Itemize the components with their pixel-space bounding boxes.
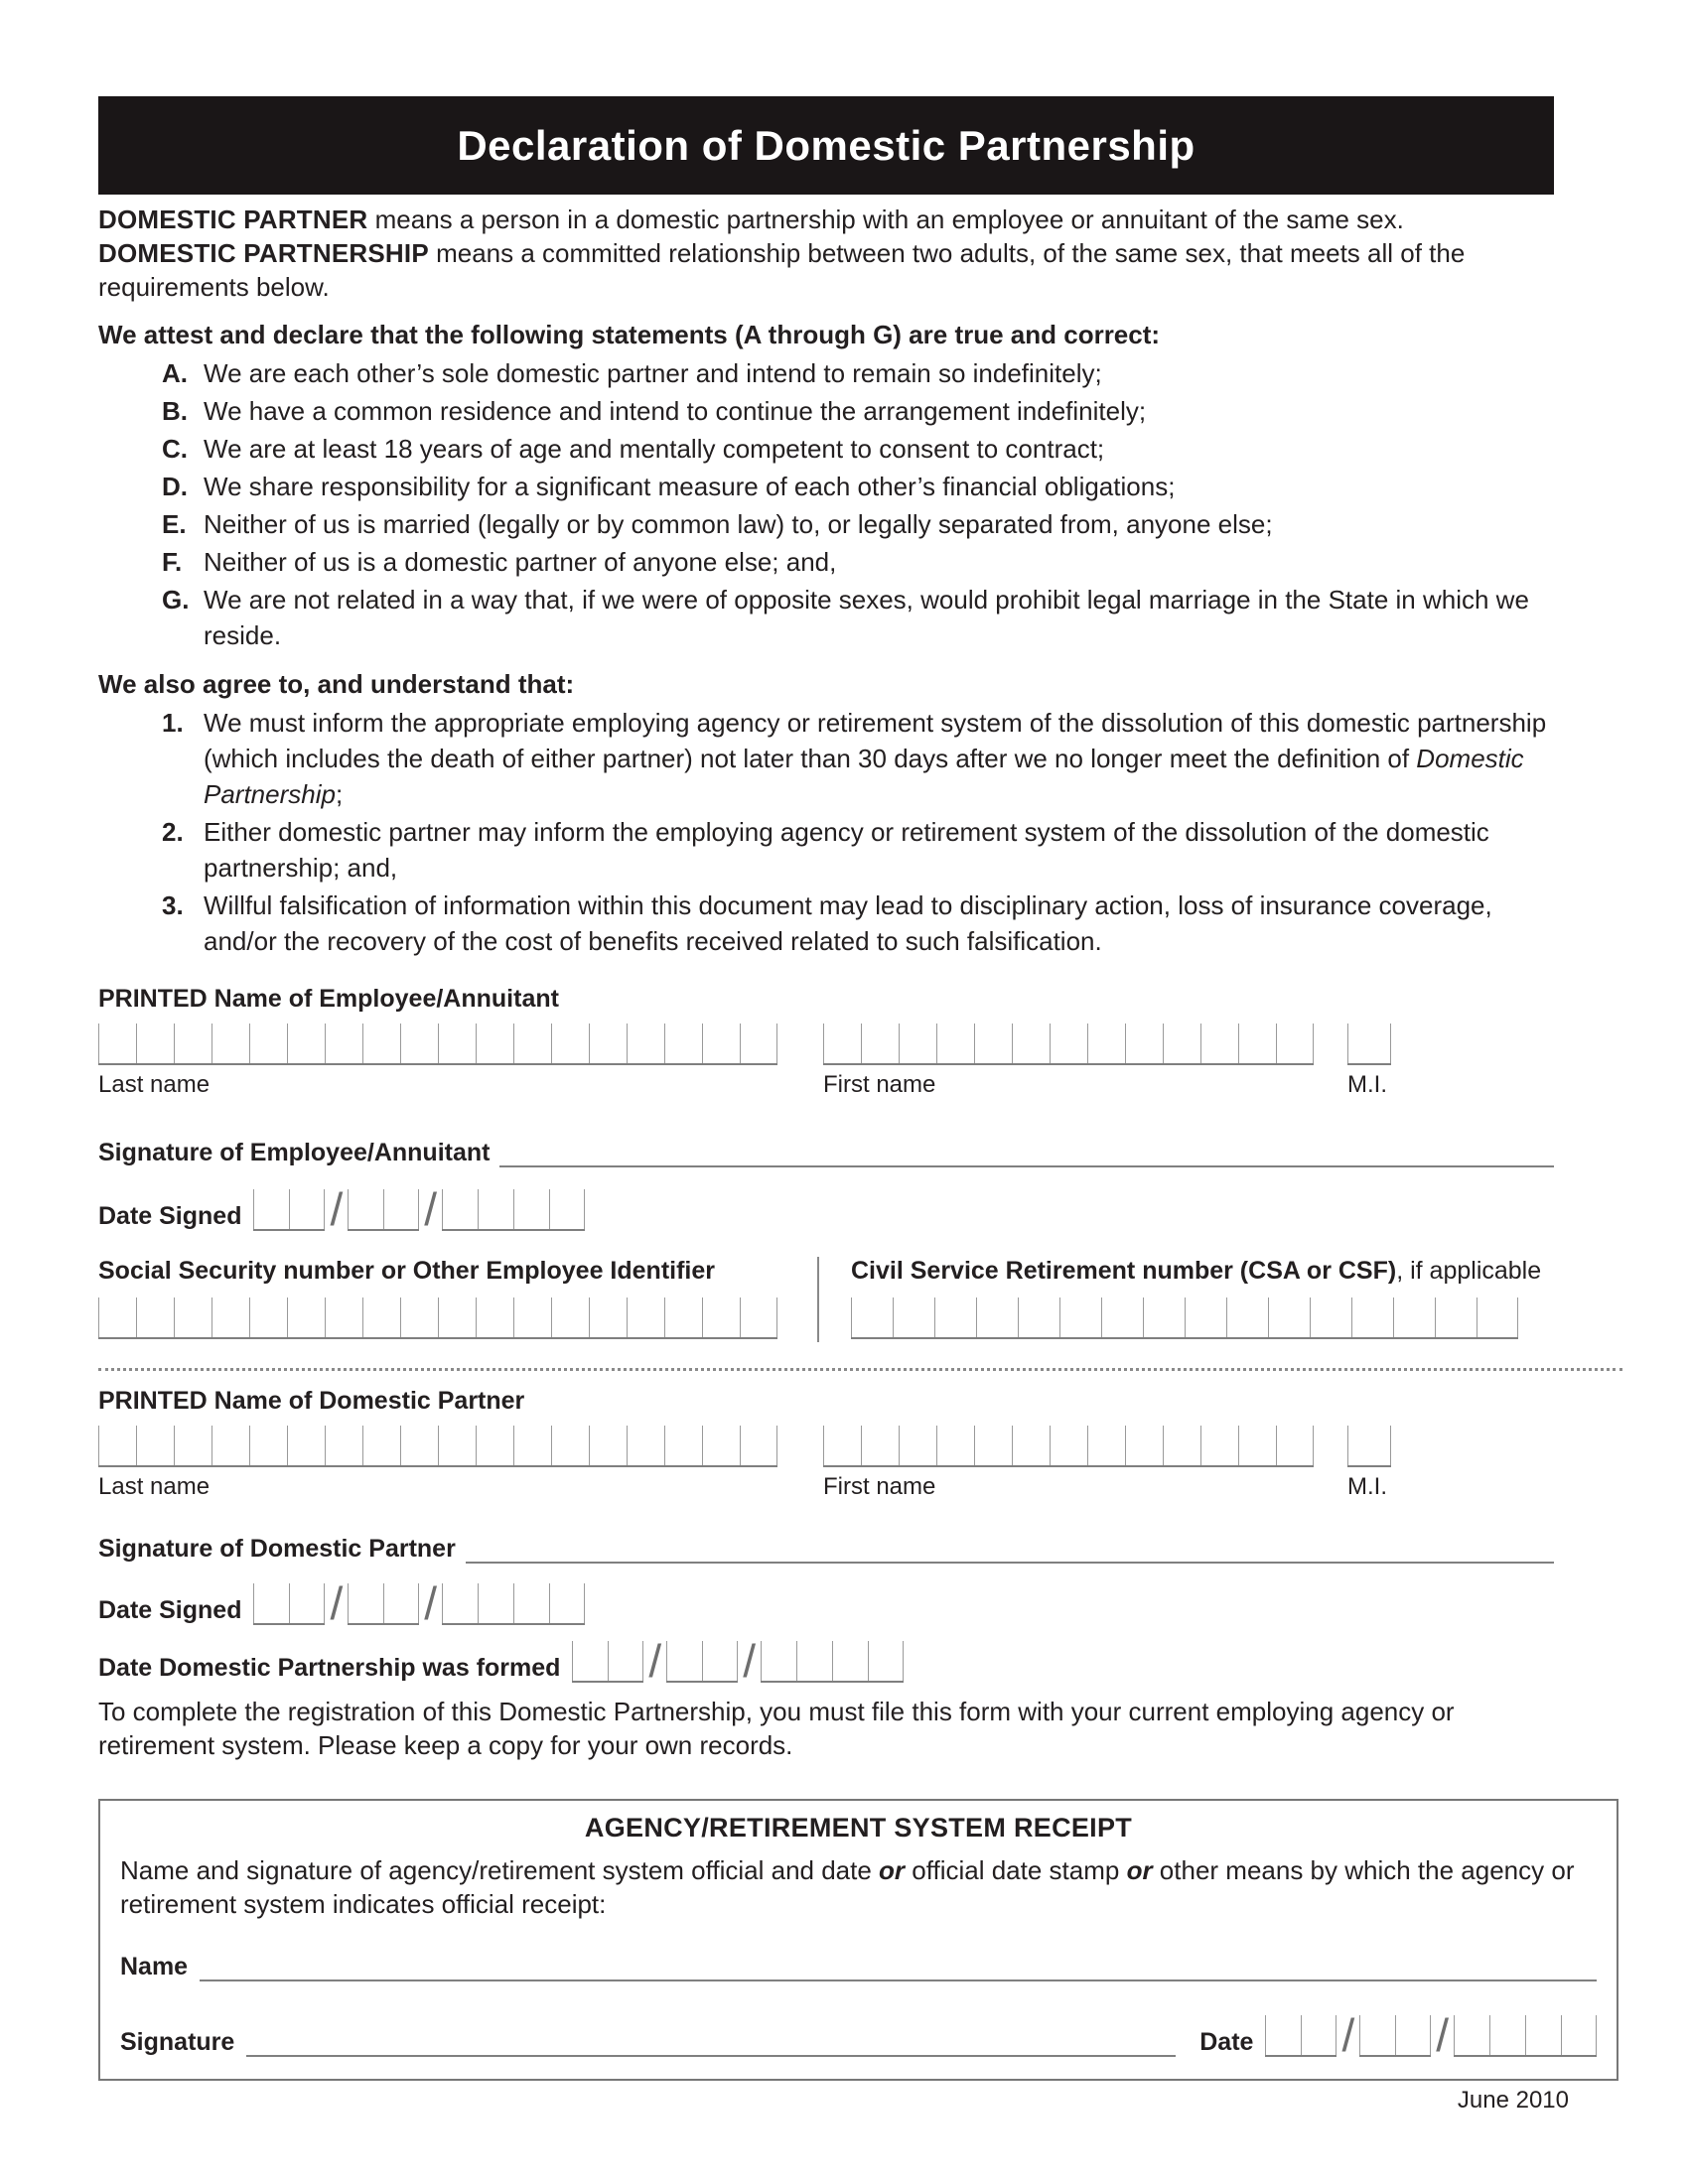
comb-cell-group — [98, 1297, 777, 1339]
character-box[interactable] — [1143, 1297, 1185, 1337]
section-divider — [98, 1368, 1622, 1371]
character-box[interactable] — [383, 1583, 419, 1623]
ssn-column — [98, 1257, 817, 1342]
partner-date-signed-field[interactable] — [253, 1577, 585, 1629]
character-box[interactable] — [211, 1297, 249, 1337]
partner-first-name-field[interactable] — [823, 1426, 1314, 1467]
character-box[interactable] — [1163, 1426, 1200, 1465]
character-box[interactable] — [289, 1583, 325, 1623]
item-text: We share responsibility for a significant measure of each other’s financial obligations; — [204, 472, 1176, 501]
character-box[interactable] — [362, 1426, 400, 1465]
item-label: 2. — [162, 817, 184, 847]
character-box[interactable] — [551, 1426, 589, 1465]
employee-last-name-block — [98, 1024, 777, 1099]
employee-date-signed-field[interactable] — [253, 1183, 585, 1235]
character-box[interactable] — [478, 1583, 513, 1623]
character-box[interactable] — [899, 1024, 936, 1063]
character-box[interactable] — [253, 1583, 289, 1623]
date-separator-slash: / — [1436, 2009, 1449, 2061]
agree-item-3 — [162, 887, 1554, 959]
form-title-banner — [98, 96, 1554, 195]
character-box[interactable] — [476, 1426, 513, 1465]
attest-list — [98, 355, 1554, 653]
item-label: E. — [162, 509, 187, 539]
date-separator-slash: / — [330, 1183, 344, 1235]
definition-text: means a person in a domestic partnership with an employee or annuitant of the same sex. — [367, 205, 1404, 234]
character-box[interactable] — [1087, 1426, 1125, 1465]
receipt-signature-row — [120, 2009, 1597, 2061]
character-box[interactable] — [572, 1641, 608, 1681]
receipt-name-row — [120, 1953, 1597, 1981]
character-box[interactable] — [1489, 2015, 1525, 2055]
character-box[interactable] — [325, 1024, 362, 1063]
character-box[interactable] — [899, 1426, 936, 1465]
character-box[interactable] — [287, 1426, 325, 1465]
employee-last-name-field[interactable] — [98, 1024, 777, 1065]
employee-middle-initial-block — [1347, 1024, 1391, 1099]
character-box[interactable] — [666, 1641, 702, 1681]
employee-signature-row — [98, 1139, 1554, 1167]
item-text: Neither of us is a domestic partner of anyone else; and, — [204, 547, 837, 577]
csr-label-bold: Civil Service Retirement number (CSA or CSF) — [851, 1257, 1397, 1285]
character-box[interactable] — [1012, 1024, 1050, 1063]
character-box[interactable] — [1435, 1297, 1477, 1337]
employee-date-signed-row — [98, 1183, 1622, 1235]
character-box[interactable] — [136, 1297, 174, 1337]
character-box[interactable] — [740, 1024, 777, 1063]
receipt-instructions — [120, 1853, 1597, 1921]
character-box[interactable] — [211, 1426, 249, 1465]
character-box[interactable] — [936, 1024, 974, 1063]
character-box[interactable] — [1238, 1024, 1276, 1063]
receipt-date-label: Date — [1199, 2028, 1254, 2056]
csr-column — [851, 1257, 1622, 1342]
character-box[interactable] — [348, 1583, 383, 1623]
attest-heading: We attest and declare that the following statements (A through G) are true and correct: — [98, 320, 1161, 349]
definition-domestic-partner — [98, 203, 1554, 236]
partner-last-name-field[interactable] — [98, 1426, 777, 1467]
item-label: C. — [162, 434, 188, 464]
character-box[interactable] — [438, 1024, 476, 1063]
comb-cell-group — [253, 1583, 325, 1625]
character-box[interactable] — [1125, 1024, 1163, 1063]
comb-cell-group — [761, 1641, 904, 1683]
csr-label-suffix: , if applicable — [1396, 1257, 1542, 1285]
receipt-date-field[interactable] — [1265, 2009, 1597, 2061]
character-box[interactable] — [1310, 1297, 1351, 1337]
character-box[interactable] — [98, 1426, 136, 1465]
character-box[interactable] — [1200, 1024, 1238, 1063]
comb-cell-group — [1347, 1426, 1391, 1467]
character-box[interactable] — [1561, 2015, 1597, 2055]
employee-printed-name-label: PRINTED Name of Employee/Annuitant — [98, 985, 559, 1013]
form-revision-date: June 2010 — [1457, 2087, 1569, 2114]
employee-first-name-field[interactable] — [823, 1024, 1314, 1065]
character-box[interactable] — [740, 1297, 777, 1337]
partner-signature-line[interactable] — [466, 1545, 1554, 1564]
character-box[interactable] — [476, 1297, 513, 1337]
comb-cell-group — [1359, 2015, 1431, 2057]
date-separator-slash: / — [648, 1635, 662, 1687]
character-box[interactable] — [823, 1024, 861, 1063]
attest-item-f — [162, 544, 1554, 580]
character-box[interactable] — [1525, 2015, 1561, 2055]
column-divider — [817, 1257, 819, 1342]
character-box[interactable] — [325, 1297, 362, 1337]
item-label: D. — [162, 472, 188, 501]
employee-name-fields — [98, 1024, 1622, 1099]
agree-list — [98, 705, 1554, 959]
character-box[interactable] — [664, 1024, 702, 1063]
comb-cell-group — [1454, 2015, 1597, 2057]
item-label: F. — [162, 547, 183, 577]
character-box[interactable] — [174, 1426, 211, 1465]
comb-cell-group — [253, 1189, 325, 1231]
character-box[interactable] — [1238, 1426, 1276, 1465]
character-box[interactable] — [1301, 2015, 1336, 2055]
date-separator-slash: / — [424, 1183, 438, 1235]
agree-item-1 — [162, 705, 1554, 812]
partner-signature-label: Signature of Domestic Partner — [98, 1535, 456, 1563]
item-text: We are each other’s sole domestic partner and intend to remain so indefinitely; — [204, 358, 1102, 388]
character-box[interactable] — [823, 1426, 861, 1465]
character-box[interactable] — [400, 1024, 438, 1063]
definition-domestic-partnership — [98, 236, 1554, 304]
form-title: Declaration of Domestic Partnership — [457, 121, 1196, 169]
character-box[interactable] — [513, 1189, 549, 1229]
character-box[interactable] — [1125, 1426, 1163, 1465]
character-box[interactable] — [1477, 1297, 1518, 1337]
character-box[interactable] — [976, 1297, 1018, 1337]
employee-first-name-block — [823, 1024, 1314, 1099]
partner-middle-initial-field[interactable] — [1347, 1426, 1391, 1467]
character-box[interactable] — [400, 1297, 438, 1337]
receipt-or-2: or — [1126, 1855, 1153, 1885]
character-box[interactable] — [608, 1641, 643, 1681]
item-text: Either domestic partner may inform the employing agency or retirement system of the dissolution of the domestic partnership; and, — [204, 817, 1489, 883]
character-box[interactable] — [627, 1024, 664, 1063]
ssn-label: Social Security number or Other Employee Identifier — [98, 1257, 715, 1285]
attest-item-b — [162, 393, 1554, 429]
employee-date-signed-label: Date Signed — [98, 1202, 242, 1230]
date-partnership-formed-row — [98, 1635, 1622, 1687]
character-box[interactable] — [513, 1024, 551, 1063]
character-box[interactable] — [136, 1024, 174, 1063]
character-box[interactable] — [1059, 1297, 1101, 1337]
first-name-label: First name — [823, 1473, 936, 1500]
attest-item-e — [162, 506, 1554, 542]
character-box[interactable] — [551, 1297, 589, 1337]
character-box[interactable] — [1351, 1297, 1393, 1337]
character-box[interactable] — [702, 1024, 740, 1063]
character-box[interactable] — [249, 1024, 287, 1063]
character-box[interactable] — [442, 1583, 478, 1623]
character-box[interactable] — [702, 1426, 740, 1465]
receipt-name-line[interactable] — [200, 1963, 1597, 1981]
receipt-or-1: or — [879, 1855, 906, 1885]
character-box[interactable] — [136, 1426, 174, 1465]
character-box[interactable] — [740, 1426, 777, 1465]
character-box[interactable] — [1226, 1297, 1268, 1337]
item-label: 3. — [162, 890, 184, 920]
attest-item-d — [162, 469, 1554, 504]
character-box[interactable] — [98, 1024, 136, 1063]
character-box[interactable] — [287, 1024, 325, 1063]
character-box[interactable] — [1359, 2015, 1395, 2055]
character-box[interactable] — [1268, 1297, 1310, 1337]
comb-cell-group — [666, 1641, 738, 1683]
comb-cell-group — [572, 1641, 643, 1683]
character-box[interactable] — [98, 1297, 136, 1337]
definition-term: DOMESTIC PARTNER — [98, 205, 368, 234]
ssn-field[interactable] — [98, 1297, 777, 1339]
last-name-label: Last name — [98, 1071, 211, 1098]
comb-cell-group — [823, 1426, 1314, 1467]
item-text: Neither of us is married (legally or by common law) to, or legally separated from, anyone else; — [204, 509, 1273, 539]
comb-cell-group — [348, 1189, 419, 1231]
receipt-instructions-part2: official date stamp — [905, 1855, 1127, 1885]
character-box[interactable] — [348, 1189, 383, 1229]
receipt-name-label: Name — [120, 1953, 189, 1980]
character-box[interactable] — [478, 1189, 513, 1229]
receipt-instructions-part1: Name and signature of agency/retirement system official and date — [120, 1855, 880, 1885]
character-box[interactable] — [253, 1189, 289, 1229]
character-box[interactable] — [1101, 1297, 1143, 1337]
item-text-post: ; — [335, 779, 344, 809]
character-box[interactable] — [287, 1297, 325, 1337]
character-box[interactable] — [974, 1426, 1012, 1465]
character-box[interactable] — [325, 1426, 362, 1465]
partner-printed-name-label: PRINTED Name of Domestic Partner — [98, 1387, 525, 1415]
character-box[interactable] — [1050, 1426, 1087, 1465]
item-text — [204, 705, 1554, 812]
partner-date-signed-label: Date Signed — [98, 1596, 242, 1624]
comb-cell-group — [98, 1426, 777, 1467]
character-box[interactable] — [1347, 1426, 1391, 1465]
item-text-italic: Domestic Partnership — [204, 744, 1524, 809]
character-box[interactable] — [1276, 1426, 1314, 1465]
character-box[interactable] — [664, 1426, 702, 1465]
csr-field[interactable] — [851, 1297, 1518, 1339]
csr-label — [851, 1257, 1622, 1286]
completion-note: To complete the registration of this Domestic Partnership, you must file this form with your current employing agency or retirement system. Please keep a copy for your own records. — [98, 1697, 1455, 1760]
character-box[interactable] — [974, 1024, 1012, 1063]
definition-term: DOMESTIC PARTNERSHIP — [98, 238, 429, 268]
identifier-row — [98, 1257, 1622, 1342]
date-partnership-formed-field[interactable] — [572, 1635, 904, 1687]
character-box[interactable] — [1087, 1024, 1125, 1063]
date-separator-slash: / — [1341, 2009, 1355, 2061]
character-box[interactable] — [893, 1297, 934, 1337]
character-box[interactable] — [1265, 2015, 1301, 2055]
character-box[interactable] — [627, 1426, 664, 1465]
item-text: We are at least 18 years of age and mentally competent to consent to contract; — [204, 434, 1105, 464]
character-box[interactable] — [438, 1297, 476, 1337]
middle-initial-label: M.I. — [1347, 1071, 1387, 1098]
comb-cell-group — [1347, 1024, 1391, 1065]
character-box[interactable] — [362, 1024, 400, 1063]
character-box[interactable] — [796, 1641, 832, 1681]
item-text: We are not related in a way that, if we were of opposite sexes, would prohibit legal marriage in the State in which we reside. — [204, 585, 1529, 650]
character-box[interactable] — [513, 1583, 549, 1623]
character-box[interactable] — [702, 1297, 740, 1337]
character-box[interactable] — [1347, 1024, 1391, 1063]
character-box[interactable] — [1200, 1426, 1238, 1465]
employee-middle-initial-field[interactable] — [1347, 1024, 1391, 1065]
character-box[interactable] — [289, 1189, 325, 1229]
character-box[interactable] — [442, 1189, 478, 1229]
item-label: B. — [162, 396, 188, 426]
character-box[interactable] — [627, 1297, 664, 1337]
character-box[interactable] — [174, 1024, 211, 1063]
character-box[interactable] — [383, 1189, 419, 1229]
attest-item-a — [162, 355, 1554, 391]
comb-cell-group — [851, 1297, 1518, 1339]
item-label: 1. — [162, 708, 184, 738]
item-label: G. — [162, 585, 190, 614]
receipt-signature-label: Signature — [120, 2028, 235, 2056]
character-box[interactable] — [1276, 1024, 1314, 1063]
character-box[interactable] — [589, 1297, 627, 1337]
attest-item-c — [162, 431, 1554, 467]
character-box[interactable] — [513, 1297, 551, 1337]
character-box[interactable] — [589, 1426, 627, 1465]
partner-first-name-block — [823, 1426, 1314, 1501]
character-box[interactable] — [438, 1426, 476, 1465]
character-box[interactable] — [549, 1583, 585, 1623]
definition-text: means a committed relationship between two adults, of the same sex, that meets all of the requirements below. — [98, 238, 1466, 302]
employee-signature-line[interactable] — [499, 1149, 1554, 1167]
character-box[interactable] — [211, 1024, 249, 1063]
partner-last-name-block — [98, 1426, 777, 1501]
last-name-label: Last name — [98, 1473, 211, 1500]
employee-signature-label: Signature of Employee/Annuitant — [98, 1139, 491, 1166]
partner-signature-row — [98, 1535, 1554, 1564]
comb-cell-group — [442, 1583, 585, 1625]
partner-middle-initial-block — [1347, 1426, 1391, 1501]
receipt-signature-line[interactable] — [246, 2038, 1176, 2057]
agree-item-2 — [162, 814, 1554, 886]
character-box[interactable] — [851, 1297, 893, 1337]
character-box[interactable] — [934, 1297, 976, 1337]
character-box[interactable] — [761, 1641, 796, 1681]
date-separator-slash: / — [743, 1635, 756, 1687]
date-partnership-formed-label: Date Domestic Partnership was formed — [98, 1654, 561, 1682]
character-box[interactable] — [1163, 1024, 1200, 1063]
character-box[interactable] — [1012, 1426, 1050, 1465]
partner-date-signed-row — [98, 1577, 1622, 1629]
comb-cell-group — [442, 1189, 585, 1231]
character-box[interactable] — [549, 1189, 585, 1229]
date-separator-slash: / — [330, 1577, 344, 1629]
character-box[interactable] — [1454, 2015, 1489, 2055]
character-box[interactable] — [861, 1426, 899, 1465]
character-box[interactable] — [1018, 1297, 1059, 1337]
item-text: We have a common residence and intend to continue the arrangement indefinitely; — [204, 396, 1147, 426]
character-box[interactable] — [702, 1641, 738, 1681]
character-box[interactable] — [362, 1297, 400, 1337]
comb-cell-group — [1265, 2015, 1336, 2057]
character-box[interactable] — [249, 1297, 287, 1337]
receipt-instructions-part3: other means by which the agency or retirement system indicates official receipt: — [120, 1855, 1575, 1919]
item-text: Willful falsification of information within this document may lead to disciplinary action, loss of insurance coverage, and/or the recovery of the cost of benefits received related to such falsification. — [204, 890, 1492, 956]
agency-receipt-box — [98, 1799, 1618, 2081]
character-box[interactable] — [400, 1426, 438, 1465]
character-box[interactable] — [513, 1426, 551, 1465]
date-separator-slash: / — [424, 1577, 438, 1629]
comb-cell-group — [98, 1024, 777, 1065]
agree-heading: We also agree to, and understand that: — [98, 669, 575, 699]
character-box[interactable] — [249, 1426, 287, 1465]
receipt-title: AGENCY/RETIREMENT SYSTEM RECEIPT — [584, 1813, 1133, 1843]
character-box[interactable] — [936, 1426, 974, 1465]
comb-cell-group — [823, 1024, 1314, 1065]
character-box[interactable] — [664, 1297, 702, 1337]
character-box[interactable] — [832, 1641, 868, 1681]
character-box[interactable] — [1050, 1024, 1087, 1063]
character-box[interactable] — [1393, 1297, 1435, 1337]
attest-item-g — [162, 582, 1554, 653]
character-box[interactable] — [589, 1024, 627, 1063]
middle-initial-label: M.I. — [1347, 1473, 1387, 1500]
character-box[interactable] — [174, 1297, 211, 1337]
character-box[interactable] — [551, 1024, 589, 1063]
character-box[interactable] — [1395, 2015, 1431, 2055]
item-label: A. — [162, 358, 188, 388]
character-box[interactable] — [868, 1641, 904, 1681]
comb-cell-group — [348, 1583, 419, 1625]
character-box[interactable] — [1185, 1297, 1226, 1337]
item-text-pre: We must inform the appropriate employing agency or retirement system of the dissolution of this domestic partnership (which includes the death of either partner) not later than 30 days after we no longer meet the definition of — [204, 708, 1547, 773]
partner-name-fields — [98, 1426, 1622, 1501]
character-box[interactable] — [861, 1024, 899, 1063]
first-name-label: First name — [823, 1071, 936, 1098]
character-box[interactable] — [476, 1024, 513, 1063]
